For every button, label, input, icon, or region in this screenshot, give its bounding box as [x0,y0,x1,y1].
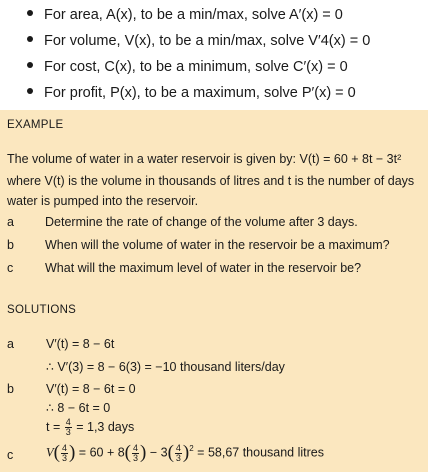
question-c-text: What will the maximum level of water in the reservoir be? [45,261,362,275]
solution-b-line1: V′(t) = 8 − 6t = 0 [46,382,136,396]
solution-b-t-equals: t = [46,419,61,434]
solution-a-line1: V′(t) = 8 − 6t [46,337,115,351]
bullet-volume [27,32,370,50]
solution-c-v: V [46,445,54,460]
question-c-label: c [7,261,14,275]
question-b-text: When will the volume of water in the reservoir be a maximum? [45,238,390,252]
example-intro-line3: water is pumped into the reservoir. [7,194,199,208]
bullet-text: For area, A(x), to be a min/max, solve A′(x) = 0 [44,7,343,23]
solution-b-result: = 1,3 days [76,419,135,434]
bullet-text: For cost, C(x), to be a minimum, solve C′(x) = 0 [44,59,348,75]
question-a-label: a [7,215,14,229]
question-b-label: b [7,238,14,252]
solution-c-line1: V( $\frac{4}{3}$ ) = 60 + 8( $\frac{4}{3}$ ) − 3( $\frac{4}{3}$ )$^2$ = 58,67 thousand litres [46,442,324,463]
bullet-dot-icon [27,62,33,68]
solutions-heading: SOLUTIONS [7,304,77,316]
example-intro-line1: The volume of water in a water reservoir is given by: V(t) = 60 + 8t − 3t² [7,152,402,166]
solution-a-label: a [7,337,14,351]
solution-b-line3 [46,418,134,437]
solution-a-line2: ∴ V′(3) = 8 − 6(3) = −10 thousand liters/day [46,360,285,374]
solution-c-label: c [7,448,14,462]
fraction-four-thirds: $\frac{4}{3}$ [175,442,181,463]
fraction-denominator: 3 [65,427,71,437]
bullet-profit [27,84,356,102]
bullet-text: For profit, P(x), to be a maximum, solve P′(x) = 0 [44,85,356,101]
bullet-area [27,6,343,24]
question-a-text: Determine the rate of change of the volume after 3 days. [45,215,358,229]
fraction-four-thirds: $\frac{4}{3}$ [133,442,139,463]
bullet-list [0,0,428,110]
example-box [0,110,428,294]
solution-b-line2: ∴ 8 − 6t = 0 [46,401,111,415]
fraction-four-thirds: $\frac{4}{3}$ [61,442,67,463]
bullet-dot-icon [27,10,33,16]
bullet-dot-icon [27,36,33,42]
fraction-four-thirds [65,418,72,437]
solution-b-label: b [7,382,14,396]
bullet-dot-icon [27,88,33,94]
bullet-cost [27,58,348,76]
example-intro-line2: where V(t) is the volume in thousands of litres and t is the number of days [7,174,415,188]
fraction-numerator: 4 [65,417,71,427]
bullet-text: For volume, V(x), to be a min/max, solve V′4(x) = 0 [44,33,371,49]
solution-c-result: = 58,67 thousand litres [197,445,324,460]
example-heading: EXAMPLE [7,119,64,131]
solutions-box [0,294,428,472]
